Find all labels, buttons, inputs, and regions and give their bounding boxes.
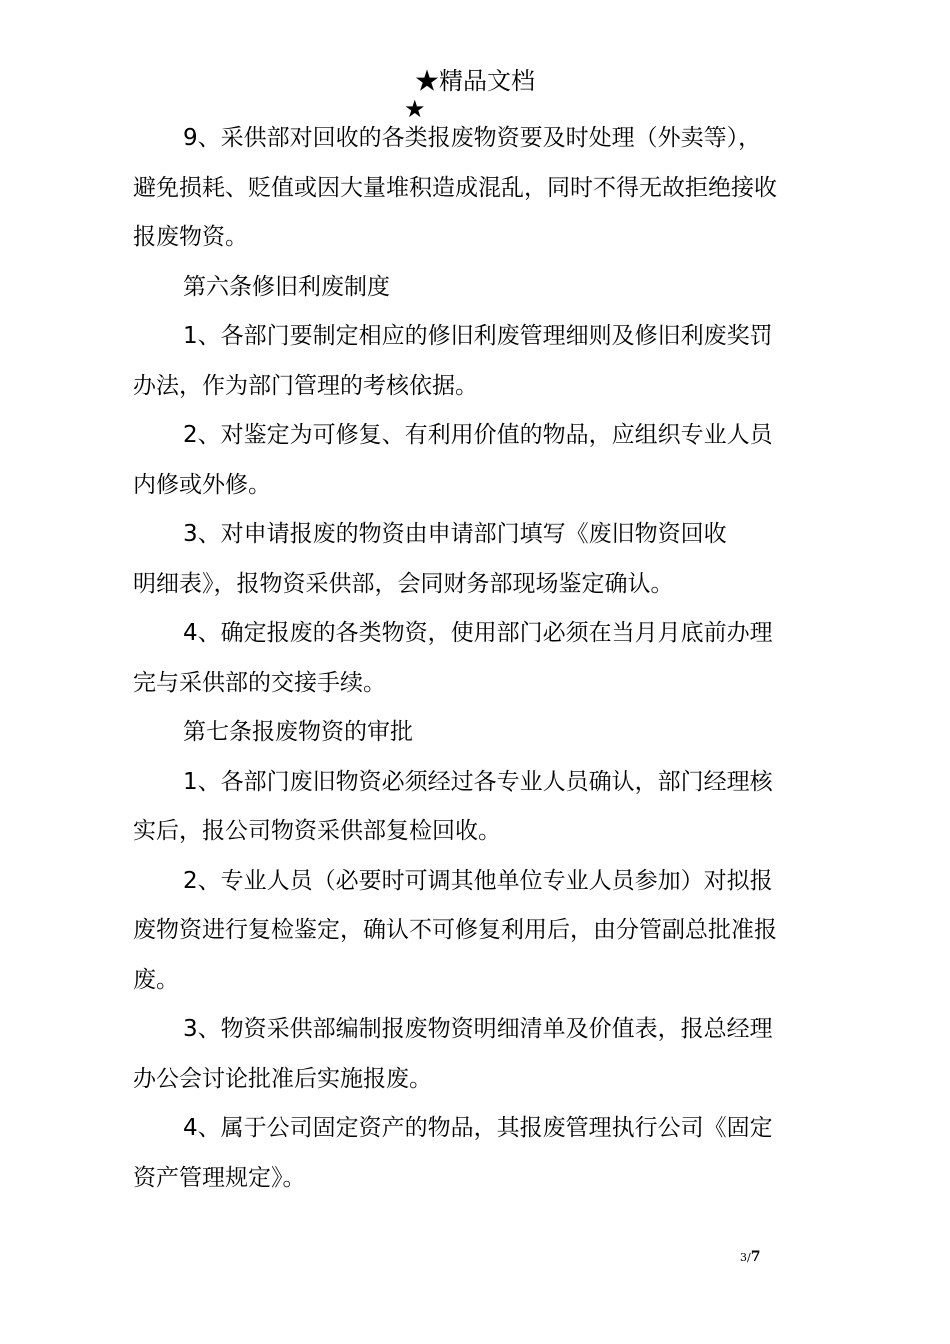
section-6-item-3-line-2: 明细表》，报物资采供部，会同财务部现场鉴定确认。	[133, 570, 674, 597]
page-number-current: 3/	[740, 1251, 751, 1264]
paragraph-9-line-3: 报废物资。	[133, 224, 248, 250]
section-heading-6: 第六条修旧利废制度	[183, 273, 390, 300]
section-7-item-4-line-2: 资产管理规定》。	[133, 1164, 306, 1191]
header-star: ★	[404, 95, 426, 123]
section-6-item-4-line-2: 完与采供部的交接手续。	[133, 669, 386, 696]
section-6-item-1-line-1: 1、各部门要制定相应的修旧利废管理细则及修旧利废奖罚	[183, 323, 773, 349]
section-6-item-1-line-2: 办法，作为部门管理的考核依据。	[133, 372, 478, 399]
section-heading-7: 第七条报废物资的审批	[183, 719, 413, 745]
page-number	[740, 1249, 800, 1265]
section-7-item-2-line-2: 废物资进行复检鉴定，确认不可修复利用后，由分管副总批准报	[133, 917, 777, 943]
section-6-item-2-line-2: 内修或外修。	[133, 471, 271, 498]
section-7-item-4-line-1: 4、属于公司固定资产的物品，其报废管理执行公司《固定	[183, 1115, 773, 1141]
section-6-item-4-line-1: 4、确定报废的各类物资，使用部门必须在当月月底前办理	[183, 620, 773, 646]
page-number-total: 7	[750, 1249, 761, 1265]
document-body	[133, 114, 823, 1203]
section-6-item-2-line-1: 2、对鉴定为可修复、有利用价值的物品，应组织专业人员	[183, 422, 773, 448]
section-7-item-3-line-2: 办公会讨论批准后实施报废。	[133, 1065, 432, 1092]
section-7-item-3-line-1: 3、物资采供部编制报废物资明细清单及价值表，报总经理	[183, 1016, 773, 1042]
section-6-item-3-line-1: 3、对申请报废的物资由申请部门填写《废旧物资回收	[183, 521, 727, 547]
header-title: ★精品文档	[415, 67, 535, 95]
section-7-item-2-line-1: 2、专业人员（必要时可调其他单位专业人员参加）对拟报	[183, 867, 773, 894]
paragraph-9-line-1: 9、采供部对回收的各类报废物资要及时处理（外卖等），	[183, 125, 762, 151]
section-7-item-1-line-1: 1、各部门废旧物资必须经过各专业人员确认，部门经理核	[183, 768, 773, 795]
section-7-item-2-line-3: 废。	[133, 966, 179, 993]
paragraph-9-line-2: 避免损耗、贬值或因大量堆积造成混乱，同时不得无故拒绝接收	[133, 174, 777, 201]
section-7-item-1-line-2: 实后，报公司物资采供部复检回收。	[133, 818, 501, 844]
